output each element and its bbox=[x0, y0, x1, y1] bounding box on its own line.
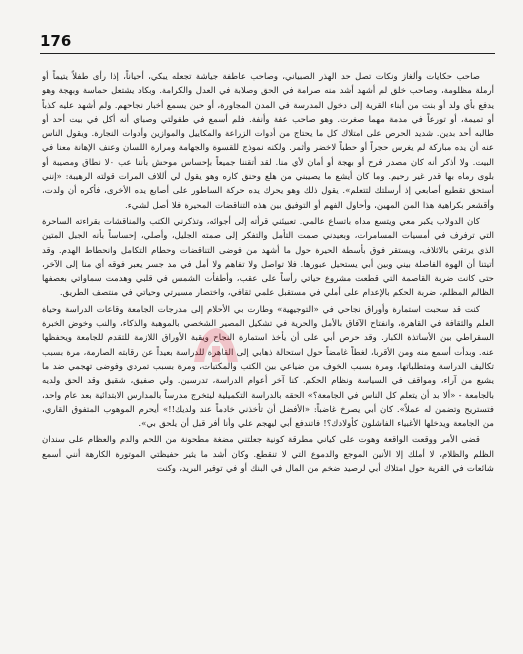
page-header bbox=[40, 30, 495, 58]
paragraph-1: صاحب حكايات وألغاز ونكات تصل حد الهذر الصبياني، وصاحب عاطفة جياشة تجعله يبكي، أحياناً، إذا رأى طفلاً يتيماً أو أرملة مظلومة، وصاحب خلق لم أشهد أشد منه صرامة في الحق وصلابة في العدل والكرامة. وبكاد يشتعل حماسة وبهجة وهو يدفع بأي ولد أو بنت من أبناء القرية إلى دخول المدرسة في المدن المجاورة، أو حين يسمع أخبار نجاحهم. ولم أشهد عليه كذباً أو تميمة، أو تورعاً في مدمة مهما صغرت. وهو صاحب عفة وأنفة. فلم أسمع في طفولتي وصباي أنه أكل في بيت أحد أو طالبه أحد بدين. شديد الحرص على امتلاك كل ما يحتاج من أدوات الزراعة والمكاييل والموازين وأدوات النجارة. ويقول الناس عنه أن يده مباركة لم يغرس حجراً أو حطباً لاخضر وأثمر. ولكنه نموذج للقسوة والجهامة ومرارة اللسان وعنف الإهانة معنا في البيت. ولا أذكر أنه كان مصدر فرح أو بهجة أو أمان لأي منا. لقد أتقننا جميعاً بإحساس موحش بأننا عب ٠لا نطاق ومصيبة أو بلوى رماه بها قدر غير رحيم. وما كان أيشع ما يصيبني من هلع وحنق كاره وهو يقول لي أللاف المرات قولته الرهيبة: «إنني أستحق تقطيع أصابعي إذ أرسلتك لتتعلم». يقول ذلك وهو يحرك يده حركة الساطور على أصابع يده الأخرى، فأكره أن ولدت، وأقشعر بكراهية هذا المن المهين، وأحاول الفهم أو التوفيق بين هذه التناقضات المحيرة فلا أصل لشيء. bbox=[42, 72, 494, 211]
paragraph-3: كنت قد سحبت استمارة وأوراق نجاحي في «التوجيهية» وطارت بي الأحلام إلى مدرجات الجامعة وقاعات الدراسة وحياة العلم والثقافة في القاهرة، وانفتاح الآفاق بالأمل والحرية في تشكيل المصير الشخصي بالموهبة والذكاء، والنب وخوض الخبرة السقراطي بين الأساتذة الكبار. وقد حرص أبي على أن يأخذ استمارة النجاح ويقبة الأوراق اللازمة للتقدم للجامعة ويحفظها عنه. وبدأت أسمع منه ومن الأقربا، لغطاً غامضاً حول استحالة ذهابي إلى القاهرة للدراسة بعيداً عن رقابته الصارمة، مرة بسبب تكاليف الدراسة ومتطلباتها، ومرة بسبب الخوف من ضياعي بين الكتب والمكتبات، ومرة بسبب تمردي وفوضى تهجمي ضد ما يشيع من آراء، ومواقف في السياسة ونظام الحكم. كنا آخر أعوام الدراسة، تدرسين. ولي صفيق، شقيق وقد الحق ولديه بالجامعة - «ألا بد أن يتعلم كل الناس في الجامعة؟» الحقه بالدراسة التكميلية ليتخرج مدرساً بالمدارس الابتدائية بعد عام واحد، فتستريح وتضمن له عملاً». كان أبي يصرخ غاضباً: «الأفضل أن تأخذني خادماً عند ولديك!!» أيحرم الموهوب المتفوق القاري، من الجامعة ويدخلها الأغبياء الفاشلون كأولادك؟! فاتندفع أبي ليهجم علي وأنا أفر قبل أن يلحق بي». bbox=[42, 304, 494, 430]
page-body bbox=[42, 70, 494, 645]
page-number: 176 bbox=[40, 32, 72, 50]
paragraph-2: كان الدولاب يكبر معي ويتسع مداه باتساع عالمي. تعبيئني قرأته إلى أجوائه، وتذكرني الكتب والمناقشات بقراءته الساحرة التي ترفرف في أمسيات المسامرات، وبعيدني صمت التأمل والتفكر إلى صمته الجليل، وأصلي، إحساساً بأنه الجبل المتين الذي يرتقي بالاثلاف، ويستقر فوق بأسطة الحيرة حول ما أشهد من فوضى التناقضات وحطام التكامل وانحطاط الهدم. وقد أتيتنا أن الهوة الفاصلة بيني وبين أبي يستحيل عبورها. فلا تواصل ولا تفاهم ولا أمل في مد جسر يعبر فوقه أي منا إلى الآخر، حتى كانت ضربة القاصمة التي قطعت مشروع حياتي رأساً على عقب، وأطفأت الشمس في قلبي وهدمت سماواتي بعصفها الظالم المظلم، ضربة الحكم بالإعدام على أملي في مستقبل علمي ثقافي، واختصار مسيرتي وحياتي في منتصف الطريق. bbox=[42, 216, 494, 299]
header-rule bbox=[40, 53, 495, 54]
paragraph-4: قضى الأمر ووقعت الواقعة وهوت على كياني مطرقة كونية جعلتني مضغة مطحونة من اللحم والدم والعظام على سندان الظلم والظلام، لا أملك إلا الأنين الموجع والدموع التي لا تنقطع. وكان أشد ما يثير حفيظتي الموتورة الكارهة أنني أسمع شائعات في القرية حول امتلاك أبي لرصيد ضخم من المال في البنك أو في توفير البريد، وكنت bbox=[42, 435, 494, 475]
